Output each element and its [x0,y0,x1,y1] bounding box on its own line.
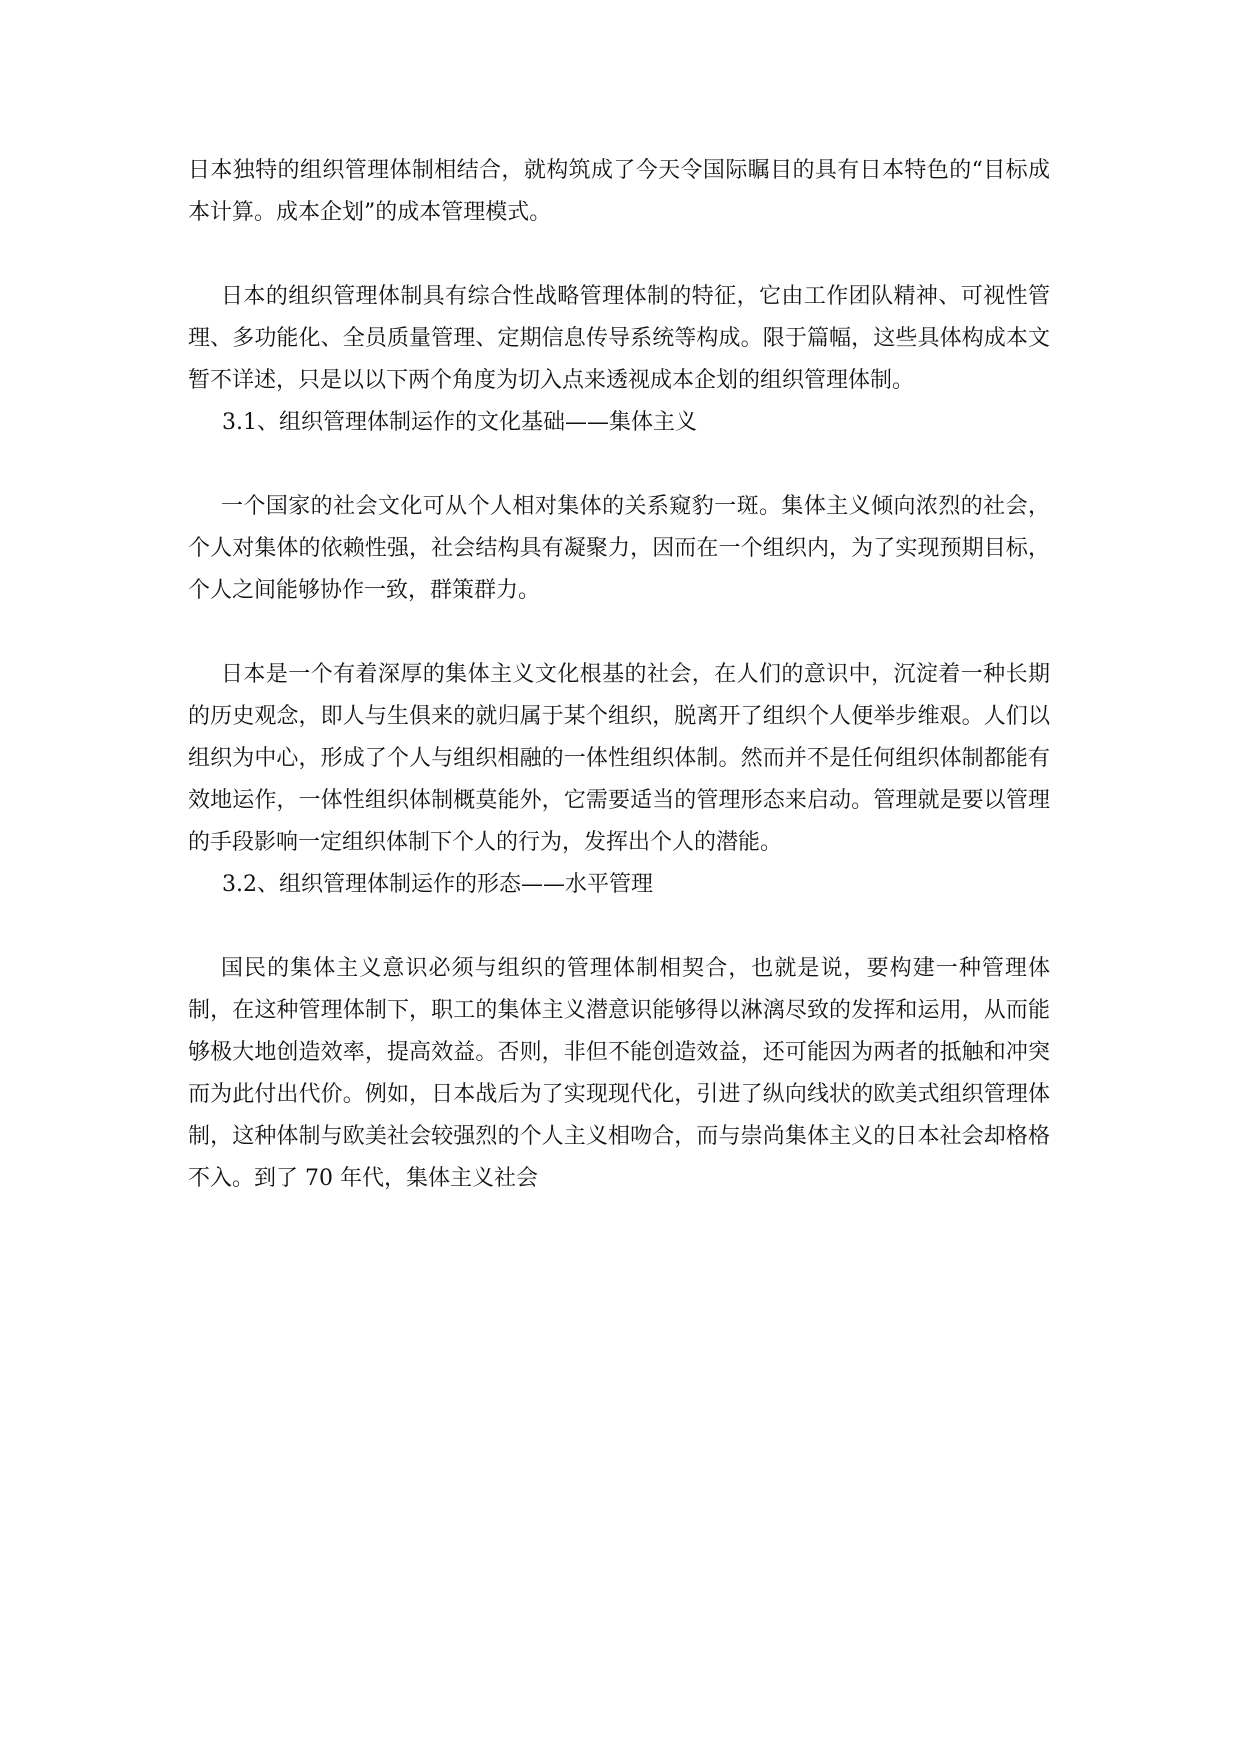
paragraph-management-system: 日本的组织管理体制具有综合性战略管理体制的特征，它由工作团队精神、可视性管理、多功能化、全员质量管理、定期信息传导系统等构成。限于篇幅，这些具体构成本文暂不详述，只是以以下两个角度为切入点来透视成本企划的组织管理体制。 [188,284,1050,393]
paragraph-japan-collectivism: 日本是一个有着深厚的集体主义文化根基的社会，在人们的意识中，沉淀着一种长期的历史观念，即人与生俱来的就归属于某个组织，脱离开了组织个人便举步维艰。人们以组织为中心，形成了个人与组织相融的一体性组织体制。然而并不是任何组织体制都能有效地运作，一体性组织体制概莫能外，它需要适当的管理形态来启动。管理就是要以管理的手段影响一定组织体制下个人的行为，发挥出个人的潜能。 [188,662,1050,855]
paragraph-intro-continuation: 日本独特的组织管理体制相结合，就构筑成了今天令国际瞩目的具有日本特色的“目标成本计算。成本企划”的成本管理模式。 [188,158,1050,225]
section-heading-3-2: 3.2、组织管理体制运作的形态——水平管理 [222,872,653,897]
paragraph-horizontal-management: 国民的集体主义意识必须与组织的管理体制相契合，也就是说，要构建一种管理体制，在这种管理体制下，职工的集体主义潜意识能够得以淋漓尽致的发挥和运用，从而能够极大地创造效率，提高效益。否则，非但不能创造效益，还可能因为两者的抵触和冲突而为此付出代价。例如，日本战后为了实现现代化，引进了纵向线状的欧美式组织管理体制，这种体制与欧美社会较强烈的个人主义相吻合，而与崇尚集体主义的日本社会却格格不入。到了 70 年代，集体主义社会 [188,956,1050,1191]
paragraph-collectivism-culture: 一个国家的社会文化可从个人相对集体的关系窥豹一斑。集体主义倾向浓烈的社会，个人对集体的依赖性强，社会结构具有凝聚力，因而在一个组织内，为了实现预期目标，个人之间能够协作一致，群策群力。 [188,494,1050,603]
section-heading-3-1: 3.1、组织管理体制运作的文化基础——集体主义 [222,410,697,435]
document-body [188,150,1050,1200]
